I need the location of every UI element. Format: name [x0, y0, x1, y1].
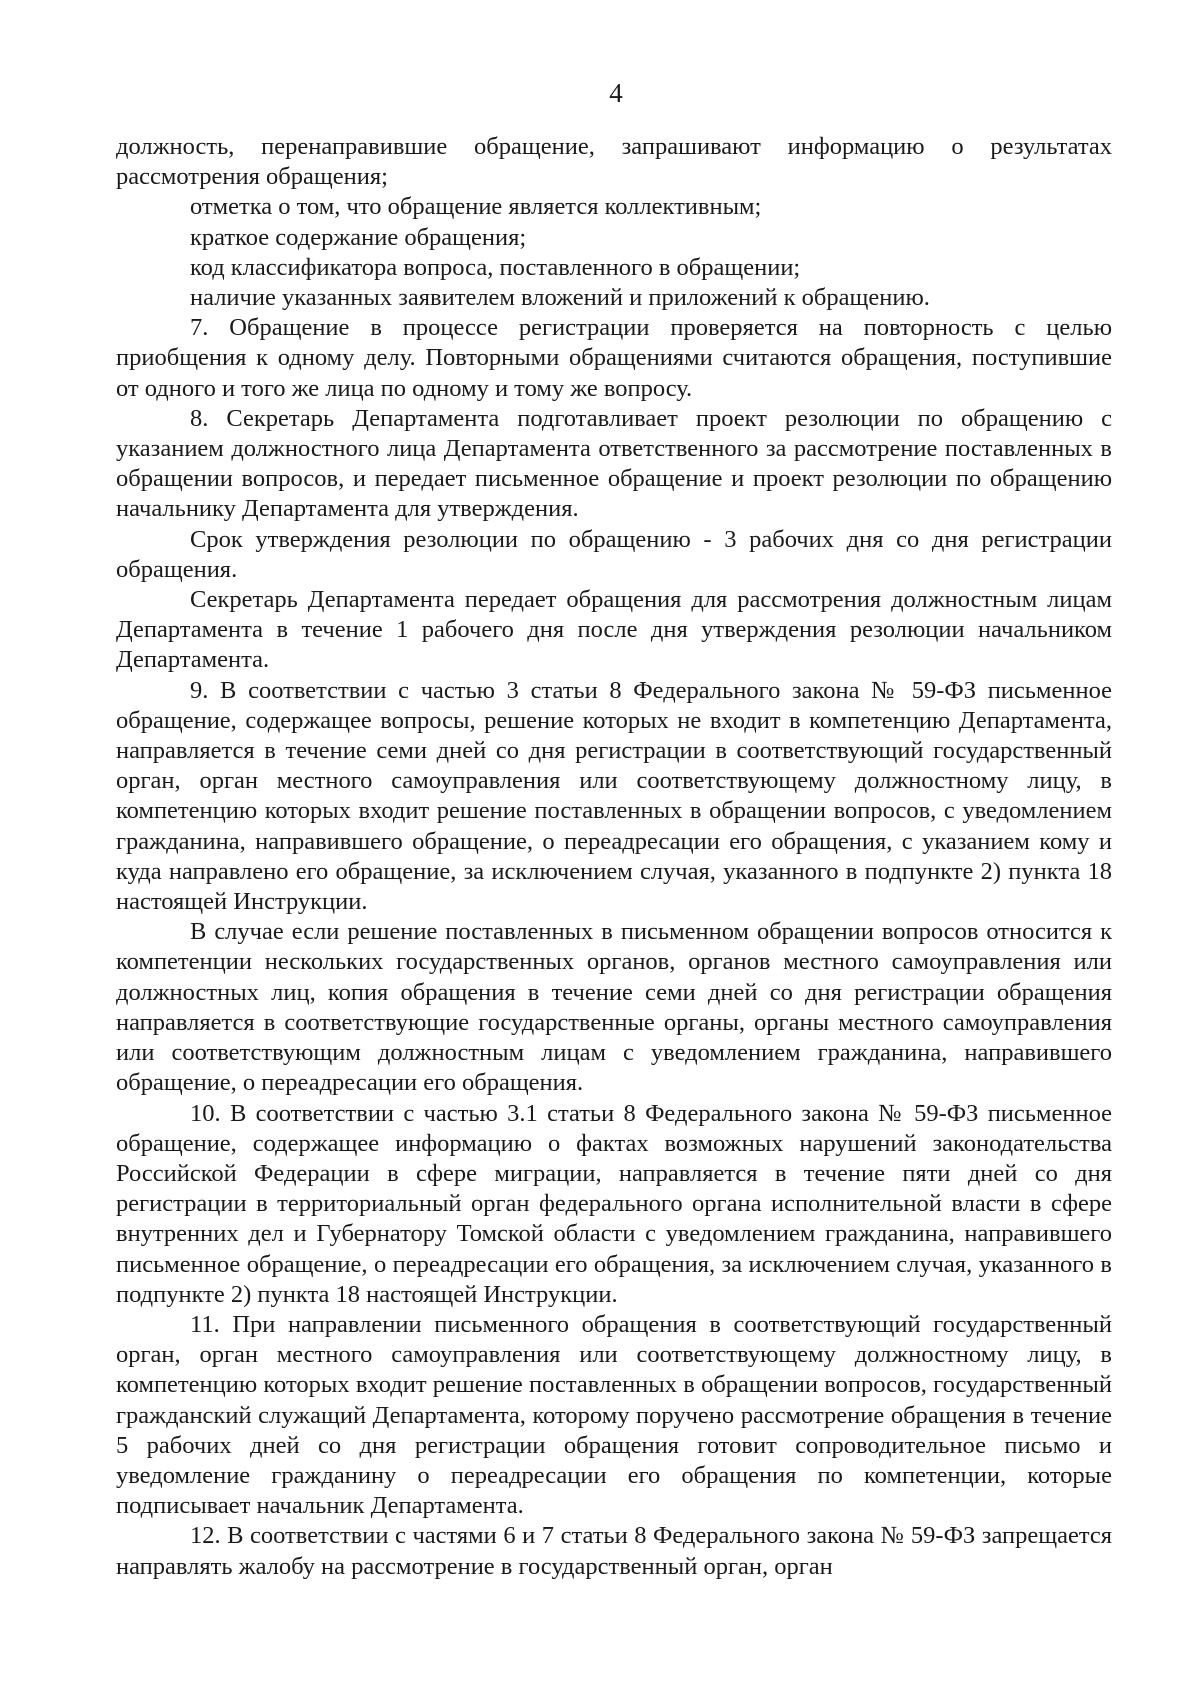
list-item-classifier-code: код классификатора вопроса, поставленного в обращении;	[190, 253, 801, 281]
list-item-summary: краткое содержание обращения;	[190, 223, 527, 251]
paragraph-8-term: Срок утверждения резолюции по обращению - 3 рабочих дня со дня регистрации обращения.	[116, 525, 1112, 583]
paragraph-12: 12. В соответствии с частями 6 и 7 статьи 8 Федерального закона № 59-ФЗ запрещается направлять жалобу на рассмотрение в государственный орган, орган	[116, 1522, 1112, 1580]
paragraph-11: 11. При направлении письменного обращения в соответствующий государственный орган, орган местного самоуправления или соответствующему должностному лицу, в компетенцию которых входит решение поставленных в обращении вопросов, государственный гражданский служащий Департамента, которому поручено рассмотрение обращения в течение 5 рабочих дней со дня регистрации обращения готовит сопроводительное письмо и уведомление гражданину о переадресации его обращения по компетенции, которые подписывает начальник Департамента.	[116, 1310, 1112, 1520]
paragraph-10: 10. В соответствии с частью 3.1 статьи 8 Федерального закона № 59-ФЗ письменное обращение, содержащее информацию о фактах возможных нарушений законодательства Российской Федерации в сфере миграции, направляется в течение пяти дней со дня регистрации в территориальный орган федерального органа исполнительной власти в сфере внутренних дел и Губернатору Томской области с уведомлением гражданина, направившего письменное обращение, о переадресации его обращения, за исключением случая, указанного в подпункте 2) пункта 18 настоящей Инструкции.	[116, 1099, 1112, 1308]
list-item-attachments: наличие указанных заявителем вложений и приложений к обращению.	[190, 284, 930, 312]
document-body	[116, 132, 1112, 1582]
page-number: 4	[609, 78, 623, 108]
paragraph-9-multiple: В случае если решение поставленных в письменном обращении вопросов относится к компетенции нескольких государственных органов, органов местного самоуправления или должностных лиц, копия обращения в течение семи дней со дня регистрации обращения направляется в соответствующие государственные органы, органы местного самоуправления или соответствующим должностным лицам с уведомлением гражданина, направившего обращение, о переадресации его обращения.	[116, 918, 1112, 1097]
paragraph-9: 9. В соответствии с частью 3 статьи 8 Федерального закона № 59-ФЗ письменное обращение, содержащее вопросы, решение которых не входит в компетенцию Департамента, направляется в течение семи дней со дня регистрации в соответствующий государственный орган, орган местного самоуправления или соответствующему должностному лицу, в компетенцию которых входит решение поставленных в обращении вопросов, с уведомлением гражданина, направившего обращение, о переадресации его обращения, с указанием кому и куда направлено его обращение, за исключением случая, указанного в подпункте 2) пункта 18 настоящей Инструкции.	[116, 676, 1112, 916]
paragraph-8-transfer: Секретарь Департамента передает обращения для рассмотрения должностным лицам Департамента в течение 1 рабочего дня после дня утверждения резолюции начальником Департамента.	[116, 586, 1112, 674]
paragraph-7: 7. Обращение в процессе регистрации проверяется на повторность с целью приобщения к одному делу. Повторными обращениями считаются обращения, поступившие от одного и того же лица по одному и тому же вопросу.	[116, 314, 1112, 402]
paragraph-continuation: должность, перенаправившие обращение, запрашивают информацию о результатах рассмотрения обращения;	[116, 133, 1112, 191]
paragraph-8: 8. Секретарь Департамента подготавливает проект резолюции по обращению с указанием должностного лица Департамента ответственного за рассмотрение поставленных в обращении вопросов, и передает письменное обращение и проект резолюции по обращению начальнику Департамента для утверждения.	[116, 404, 1112, 523]
list-item-collective-mark: отметка о том, что обращение является коллективным;	[190, 193, 762, 221]
